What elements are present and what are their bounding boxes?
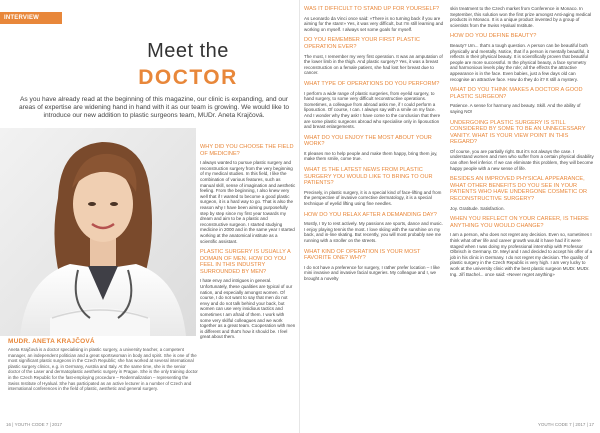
page-gutter [299,0,300,433]
column-a [200,144,296,345]
answer: As Leonardo da Vinci once said: «There is no turning back if you are aiming for the stars!» Yes, it was very difficult, but I'm still learning and working on myself. I always set some goals for myself. [304,15,444,32]
doctor-name: MUDR. ANETA KRAJČOVÁ [8,338,95,345]
column-c [450,6,594,282]
question: UNDERGOING PLASTIC SURGERY IS STILL CONSIDERED BY SOME TO BE AN UNNECESSARY VANITY. WHAT IS YOUR VIEW POINT IN THIS REGARD? [450,119,586,146]
question: WHAT DO YOU THINK MAKES A DOCTOR A GOOD PLASTIC SURGEON? [450,87,583,100]
question: BESIDES AN IMPROVED PHYSICAL APPEARANCE, WHAT OTHER BENEFITS DO YOU SEE IN YOUR PATIENTS WHO HAVE UNDERGONE COSMETIC OR RECONSTRUCTIVE SURGERY? [450,176,588,203]
answer: Patience. A sense for harmony and beauty. Skill. And the ability of saying NO! [450,103,581,114]
intro-paragraph: As you have already read at the beginning of this magazine, our clinic is expanding, and our areas of expertise are widening hand in hand with it as our team is growing. We would like to introduce our new addition to plastic surgeons team, MUDr. Aneta Krajčová. [18,96,289,119]
question: WHAT TYPE OF OPERATIONS DO YOU PERFORM? [304,80,440,87]
page-folio-right: YOUTH CODE 7 | 2017 | 17 [537,422,594,427]
question: PLASTIC SURGERY IS USUALLY A DOMAIN OF MEN. HOW DO YOU FEEL IN THIS INDUSTRY SURROUNDED BY MEN? [200,249,291,275]
question: HOW DO YOU DEFINE BEAUTY? [450,33,537,40]
question: WHAT IS THE LATEST NEWS FROM PLASTIC SURGERY YOU WOULD LIKE TO BRING TO OUR PATIENTS? [304,167,433,187]
doctor-bio [8,338,198,392]
question: WAS IT DIFFICULT TO STAND UP FOR YOURSELF? [304,6,440,12]
question: WHY DID YOU CHOOSE THE FIELD OF MEDICINE? [200,144,294,157]
column-b [304,6,444,287]
question: WHEN YOU REFLECT ON YOUR CAREER, IS THERE ANYTHING YOU WOULD CHANGE? [450,216,589,229]
answer: I am a person, who does not regret any decision. Even so, sometimes I think what other life and career growth would it have had if it were staged when I was doing my professional internship with Professor Olbrisch in Germany. Dr. Meyl and I and decided to accept his offer of a job in his clinic in Germany. I do not regret my decision. The quality of plastic surgery in the Czech Republic is very high. I am very lucky to work at the university clinic with the best plastic surgeon MUDr. MUDr. Ing. Jiří Bachel... once said: «Never regret anything» [450,232,593,277]
answer: I hate envy and intrigues in general. Unfortunately, these qualities are typical of our nation, and especially amongst women. Of course, I do not want to say that men do not envy and do not talk behind your back, but women can use very insidious tactics and sometimes I am afraid of them. I work with some very skilful colleagues and we work together as a great team. Cooperation with men is different and that's how it should be. I feel great about them. [200,278,296,340]
answer: I always wanted to pursue plastic surgery and reconstruction surgery from the very beginning of my medical studies. In this field, I like the combination of various features, such as manual skill, sense of imagination and aesthetic feeling. From the beginning, I also knew very well that if I wanted to become a good plastic surgeon, it is a hard way to go. That is also the reason why I have been aiming purposefully step by step since my first year towards my dream and aim to be a plastic and reconstructive surgeon. I started studying medicine in 2000 and in the same year I started working at the anatomical institute as a scientific assistant. [200,160,296,244]
section-tag: INTERVIEW [0,12,62,24]
answer: I perform a wide range of plastic surgeries, from eyelid surgery, to hand surgery, to some very difficult reconstructive operations. Sometimes, a colleague from abroad asks me, if I could perform a liposuction. Of course, I can. I always say with a smile on my face. And I wonder why they ask! I have come to the conclusion that there are some plastic surgeons abroad who specialise only in liposuction and breast enlargements. [304,90,441,130]
question: WHAT KIND OF OPERATION IS YOUR MOST FAVORITE ONE? WHY? [304,248,421,262]
answer: Beauty? Um... that's a tough question. A person can be beautiful both physically and mentally. Notice, that if a person is mentally beautiful, it reflects in their physical beauty. It is scientifically proven that beautiful people are more successful. In the physical beauty, a face symmetry and harmonious levels play the role; all the effects the attractive appearance is in the face. Even babies, just a few days old can recognise an attractive face. How do they do it? It still a mystery. [450,42,589,82]
answer: Of course, you are partially right. But it's not always the case. I understand women and men who suffer from a certain physical disability can often feel inferior. If we can eliminate this problem, they will become happy people with a new sense of life. [450,148,594,171]
portrait-illustration [0,128,196,336]
answer: It pleases me to help people and make them happy, bring them joy, make them smile, come true. [304,150,438,162]
question: DO YOU REMEMBER YOUR FIRST PLASTIC OPERATION EVER? [304,37,420,50]
page-folio-left: 16 | YOUTH CODE 7 | 2017 [6,422,63,427]
answer: Precisely, in plastic surgery, it is a special kind of face-lifting and from the perspective of invasive corrective dermatology, it is a special technique of eyelid lifting using fine needles. [304,189,442,207]
answer: Mostly, I try to rest actively. My passions are sports, dance and music. I enjoy playing tennis the most. I love skiing with the sunshine on my back, and in-line skating. But recently, you will most probably see me running with a stroller on the streets. [304,221,443,243]
answer-continued: skin treatment to the Czech market from Conference in Monaco. In September, this solution won the first prize amongst Anti-aging medical products in Monaco. It is a unique product invented by a group of scientists from the Swiss Hyalual Institute. [450,6,592,28]
answer: Joy. Gratitude. Satisfaction. [450,205,505,211]
doctor-bio-text: Aneta Krajčová is a doctor specialising in plastic surgery, a university teacher, a competent manager, an independent politician and a great sportswoman in body and spirit. She is one of the most significant plastic surgeons in the Czech Republic; she has worked at several international plastic surgery clinics, e.g. in Germany, Austria and Italy. At the same time, she is the senior doctor of the Laser and dermatoplastic aesthetic surgery in Prague. She is the only training doctor in the Czech Republic for the fast-employing procedure – Redermalization – representing the Swiss Institute of Hyalual. She has participated as an active lecturer in a number of Czech and international conferences in the field of plastic, aesthetic and general surgery. [8,347,198,392]
page-title-bold: DOCTOR [138,66,238,89]
answer: The most, I remember my very first operation. It was an amputation of the lower limb in the thigh. And plastic surgery? Yes, it was a breast reconstruction on a female patient, she had lost her breast due to cancer. [304,53,443,76]
question: HOW DO YOU RELAX AFTER A DEMANDING DAY? [304,211,437,218]
answer: I do not have a preference for surgery, I rather prefer location – I like mini invasive and invasive facial surgeries. My colleague and I, we brought a novelty [304,264,440,281]
portrait-photo [0,128,196,336]
question: WHAT DO YOU ENJOY THE MOST ABOUT YOUR WORK? [304,134,432,148]
page-title-light: Meet the [147,40,229,62]
